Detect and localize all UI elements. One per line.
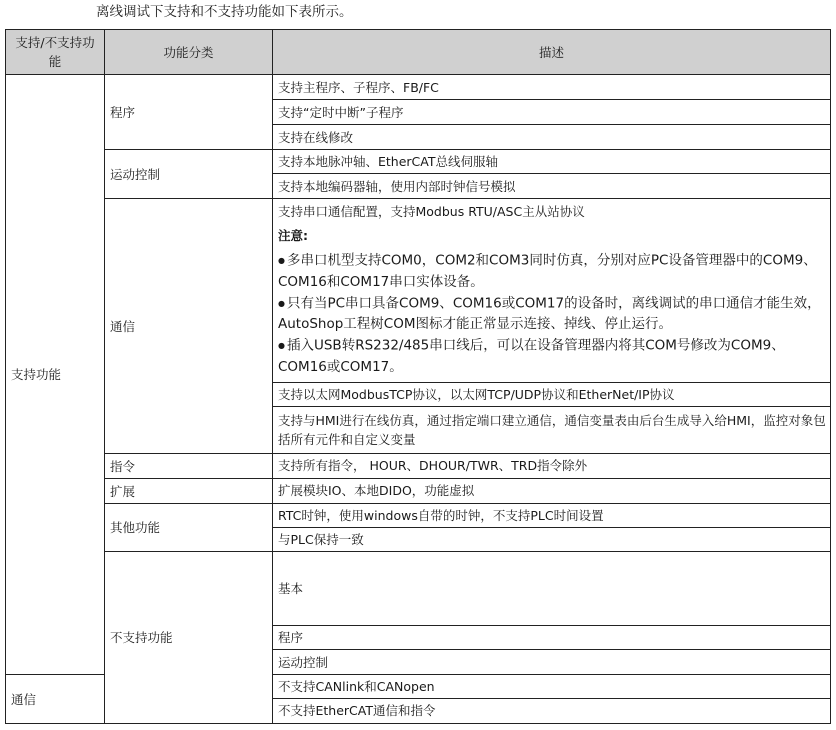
category-motion-control: 运动控制 bbox=[105, 150, 273, 199]
offline-debug-feature-table bbox=[5, 29, 831, 724]
table-row bbox=[6, 551, 831, 576]
note-bullet-item bbox=[278, 293, 830, 336]
table-row bbox=[6, 75, 831, 100]
desc-cell: 支持所有指令， HOUR、DHOUR/TWR、TRD指令除外 bbox=[273, 453, 831, 478]
desc-cell: 支持主程序、子程序、FB/FC bbox=[273, 75, 831, 100]
category-comm-unsupported: 通信 bbox=[6, 674, 105, 723]
bullet-icon: ● bbox=[278, 341, 285, 350]
category-motion-unsupported: 运动控制 bbox=[273, 649, 831, 674]
header-support: 支持/不支持功能 bbox=[6, 30, 105, 75]
supported-group-cell: 支持功能 bbox=[6, 75, 105, 675]
category-communication: 通信 bbox=[105, 199, 273, 454]
desc-cell: 支持本地脉冲轴、EtherCAT总线伺服轴 bbox=[273, 150, 831, 174]
table-row bbox=[6, 453, 831, 478]
category-other: 其他功能 bbox=[105, 503, 273, 551]
note-bullet-text: 插入USB转RS232/485串口线后，可以在设备管理器内将其COM号修改为COM9、COM16或COM17。 bbox=[278, 337, 785, 375]
category-program-unsupported: 程序 bbox=[273, 625, 831, 649]
category-basic: 基本 bbox=[273, 551, 831, 625]
header-row bbox=[6, 30, 831, 75]
comm-serial-text: 支持串口通信配置，支持Modbus RTU/ASC主从站协议 bbox=[278, 204, 585, 219]
header-description: 描述 bbox=[273, 30, 831, 75]
table-row bbox=[6, 150, 831, 174]
header-category: 功能分类 bbox=[105, 30, 273, 75]
desc-cell: 支持以太网ModbusTCP协议，以太网TCP/UDP协议和EtherNet/IP协议 bbox=[273, 382, 831, 406]
category-program: 程序 bbox=[105, 75, 273, 150]
note-bullet-item bbox=[278, 250, 830, 293]
table-row bbox=[6, 478, 831, 503]
desc-cell: RTC时钟，使用windows自带的时钟，不支持PLC时间设置 bbox=[273, 503, 831, 527]
unsupported-group-cell: 不支持功能 bbox=[105, 551, 273, 723]
desc-cell: 支持与HMI进行在线仿真，通过指定端口建立通信，通信变量表由后台生成导入给HMI，监控对象包括所有元件和自定义变量 bbox=[273, 406, 831, 453]
table-row bbox=[6, 199, 831, 383]
note-bullet-text: 只有当PC串口具备COM9、COM16或COM17的设备时，离线调试的串口通信才能生效，AutoShop工程树COM图标才能正常显示连接、掉线、停止运行。 bbox=[278, 295, 821, 332]
desc-cell: 不支持CANlink和CANopen bbox=[273, 674, 831, 698]
desc-cell: 不支持EtherCAT通信和指令 bbox=[273, 698, 831, 723]
desc-cell: 扩展模块IO、本地DIDO，功能虚拟 bbox=[273, 478, 831, 503]
bullet-icon: ● bbox=[278, 298, 285, 308]
table-row bbox=[6, 503, 831, 527]
desc-cell: 支持“定时中断”子程序 bbox=[273, 100, 831, 125]
category-extension: 扩展 bbox=[105, 478, 273, 503]
note-bullet-item bbox=[278, 335, 830, 378]
note-title: 注意: bbox=[278, 228, 308, 243]
desc-cell: 支持本地编码器轴，使用内部时钟信号模拟 bbox=[273, 174, 831, 199]
desc-cell: 支持在线修改 bbox=[273, 125, 831, 150]
desc-cell-comm-serial bbox=[273, 199, 831, 383]
intro-text: 离线调试下支持和不支持功能如下表所示。 bbox=[96, 4, 353, 20]
bullet-icon: ● bbox=[278, 256, 285, 265]
desc-cell: 与PLC保持一致 bbox=[273, 527, 831, 551]
category-instruction: 指令 bbox=[105, 453, 273, 478]
note-bullet-text: 多串口机型支持COM0，COM2和COM3同时仿真，分别对应PC设备管理器中的COM9、COM16和COM17串口实体设备。 bbox=[278, 252, 817, 290]
note-bullet-list bbox=[278, 250, 830, 378]
